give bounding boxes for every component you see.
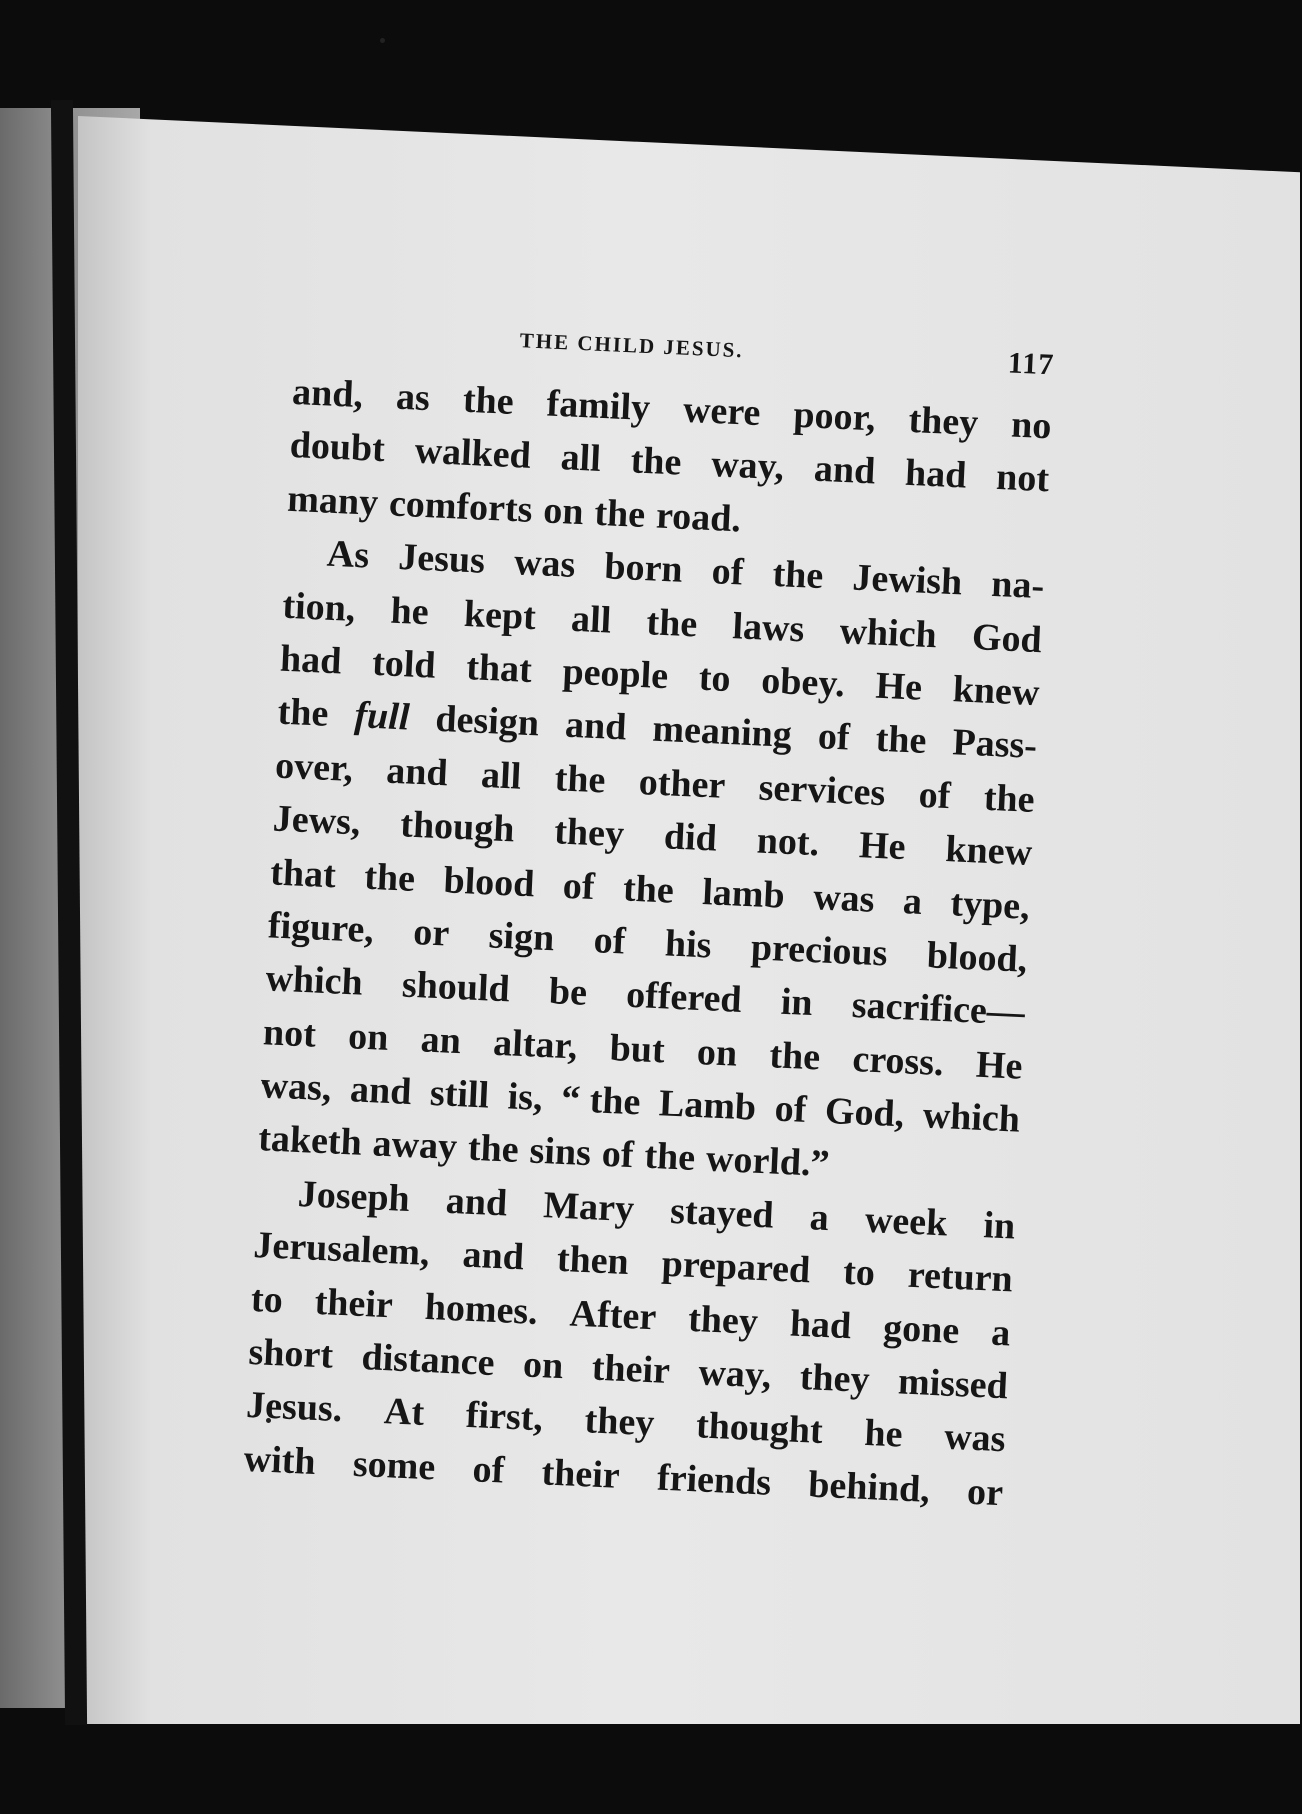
word: Joseph xyxy=(296,1172,411,1220)
word: was, xyxy=(259,1064,333,1110)
page-number: 117 xyxy=(1007,346,1056,382)
word: family xyxy=(545,382,652,430)
word: Jesus xyxy=(397,536,486,582)
word: He xyxy=(874,664,923,709)
word: Jewish xyxy=(851,556,964,604)
word: then xyxy=(556,1238,630,1284)
word: na- xyxy=(990,563,1046,608)
word: were xyxy=(682,388,762,435)
word: sacrifice— xyxy=(850,984,1026,1035)
word: world.” xyxy=(705,1137,831,1186)
word: laws xyxy=(731,604,806,650)
word: blood, xyxy=(926,934,1029,981)
word: road. xyxy=(655,494,742,541)
word: they xyxy=(553,810,625,856)
word: not. xyxy=(755,819,821,865)
word: God xyxy=(971,615,1043,661)
word: did xyxy=(663,815,718,860)
word: in xyxy=(982,1204,1017,1248)
word: distance xyxy=(360,1336,496,1385)
word: they xyxy=(583,1399,656,1445)
word: the xyxy=(553,756,607,802)
word: or xyxy=(966,1470,1005,1515)
word: kept xyxy=(463,592,537,638)
word: which xyxy=(921,1094,1021,1141)
word: he xyxy=(389,589,430,633)
word: behind, xyxy=(807,1463,931,1511)
word: friends xyxy=(656,1456,772,1504)
word: doubt xyxy=(288,424,386,471)
word: way, xyxy=(710,443,786,489)
word: a xyxy=(808,1196,830,1239)
word: knew xyxy=(944,828,1034,875)
word: the xyxy=(771,553,825,598)
word: and xyxy=(461,1233,525,1279)
word: over, xyxy=(274,744,354,790)
word: they xyxy=(687,1297,759,1343)
word: lamb xyxy=(701,870,786,917)
word: he xyxy=(863,1412,904,1457)
word: design xyxy=(434,698,540,745)
word: an xyxy=(419,1018,462,1062)
word: no xyxy=(1010,403,1053,448)
word: tion, xyxy=(281,584,357,630)
page-text-block xyxy=(243,310,1056,1520)
word: of xyxy=(471,1448,506,1492)
word: a xyxy=(990,1311,1012,1355)
word: of xyxy=(592,919,627,963)
word: in xyxy=(779,981,814,1025)
word: on xyxy=(696,1030,739,1075)
word: which xyxy=(264,957,364,1004)
word: their xyxy=(540,1451,621,1497)
word: Lamb xyxy=(658,1082,758,1129)
word: told xyxy=(371,641,437,687)
word: knew xyxy=(951,668,1041,715)
word: had xyxy=(789,1302,853,1347)
word: of xyxy=(710,550,745,594)
word: had xyxy=(279,637,343,683)
word: the xyxy=(276,690,330,736)
word: As xyxy=(326,532,371,577)
word: but xyxy=(608,1026,666,1072)
word: all xyxy=(570,597,613,642)
word: to xyxy=(842,1251,876,1295)
word: the xyxy=(645,600,699,646)
word: comforts xyxy=(388,482,534,531)
word: and xyxy=(813,448,877,493)
word: is, xyxy=(506,1075,544,1120)
word: of xyxy=(562,864,596,908)
word: and xyxy=(385,749,449,795)
word: on xyxy=(522,1343,565,1388)
word: that xyxy=(269,850,337,896)
word: homes. xyxy=(423,1285,539,1333)
word: the xyxy=(593,491,647,536)
word: on xyxy=(542,489,585,534)
word: sins xyxy=(528,1129,592,1175)
word: sign xyxy=(487,914,556,960)
word: many xyxy=(286,477,380,524)
word: and, xyxy=(291,370,364,417)
word: week xyxy=(864,1198,949,1245)
word: and xyxy=(349,1068,413,1114)
word: the xyxy=(622,866,675,912)
word: After xyxy=(568,1292,658,1338)
word: their xyxy=(590,1346,671,1393)
word: though xyxy=(399,803,516,851)
word: other xyxy=(637,760,727,807)
word: the xyxy=(363,855,417,900)
word: still xyxy=(429,1071,491,1117)
word: Pass- xyxy=(951,721,1038,768)
word: the xyxy=(467,1127,520,1172)
word: they xyxy=(798,1356,871,1402)
word: a xyxy=(902,879,923,923)
word: precious xyxy=(750,926,889,975)
word: return xyxy=(906,1254,1014,1301)
word: all xyxy=(480,753,523,798)
word: God, xyxy=(824,1089,906,1136)
word: some xyxy=(352,1442,437,1489)
word: which xyxy=(838,609,938,656)
word: his xyxy=(664,922,713,967)
word: At xyxy=(383,1390,426,1435)
word: the xyxy=(643,1135,697,1180)
word: stayed xyxy=(669,1189,775,1237)
word: on xyxy=(347,1014,390,1059)
word: the xyxy=(874,718,928,763)
word: had xyxy=(904,452,968,497)
word: the xyxy=(462,378,515,423)
word: first, xyxy=(464,1394,544,1440)
word: the xyxy=(629,439,683,485)
word: Jews, xyxy=(271,797,362,844)
word: Jerusalem, xyxy=(252,1224,431,1275)
word: to xyxy=(250,1277,284,1322)
word: figure, xyxy=(267,904,375,952)
word: Mary xyxy=(542,1184,635,1231)
word: altar, xyxy=(492,1021,579,1068)
body-text xyxy=(243,366,1053,1521)
word: away xyxy=(371,1122,459,1169)
word: of xyxy=(773,1087,808,1132)
word: was xyxy=(812,875,876,921)
word: born xyxy=(603,545,684,591)
word: offered xyxy=(625,974,743,1022)
word: was xyxy=(513,541,577,587)
word: not xyxy=(995,456,1051,501)
word: obey. xyxy=(760,659,846,706)
word: that xyxy=(465,646,533,691)
word: of xyxy=(817,715,851,759)
word: meaning xyxy=(651,707,793,757)
word: poor, xyxy=(792,393,877,440)
word: the xyxy=(982,776,1036,821)
word: of xyxy=(917,773,952,817)
word: and xyxy=(564,704,628,749)
word: “ the xyxy=(560,1077,642,1124)
word: thought xyxy=(695,1404,824,1453)
word: full xyxy=(353,694,411,739)
word: all xyxy=(559,436,602,481)
word: as xyxy=(395,375,431,420)
word: not xyxy=(262,1010,317,1056)
word: missed xyxy=(897,1360,1009,1408)
word: with xyxy=(242,1437,317,1483)
word: the xyxy=(768,1033,822,1079)
word: type, xyxy=(949,881,1031,928)
word: Jesus. xyxy=(245,1384,344,1431)
word: way, xyxy=(697,1351,773,1397)
word: and xyxy=(444,1179,509,1225)
word: taketh xyxy=(257,1117,363,1165)
word: to xyxy=(698,656,732,701)
word: He xyxy=(975,1043,1024,1088)
word: they xyxy=(907,398,980,445)
word: cross. xyxy=(851,1037,945,1084)
word: was xyxy=(943,1416,1007,1461)
word: prepared xyxy=(660,1242,812,1292)
dust-speck xyxy=(380,38,385,43)
word: should xyxy=(401,963,511,1011)
word: He xyxy=(858,824,907,869)
word: or xyxy=(412,910,451,955)
word: services xyxy=(757,766,887,814)
word: short xyxy=(247,1330,335,1377)
word: gone xyxy=(882,1306,961,1352)
word: of xyxy=(600,1133,635,1177)
word: walked xyxy=(413,429,532,478)
running-head: THE CHILD JESUS. xyxy=(519,328,745,363)
word: their xyxy=(313,1280,394,1327)
word: be xyxy=(548,970,588,1015)
word: blood xyxy=(442,858,536,905)
word: people xyxy=(561,650,670,698)
